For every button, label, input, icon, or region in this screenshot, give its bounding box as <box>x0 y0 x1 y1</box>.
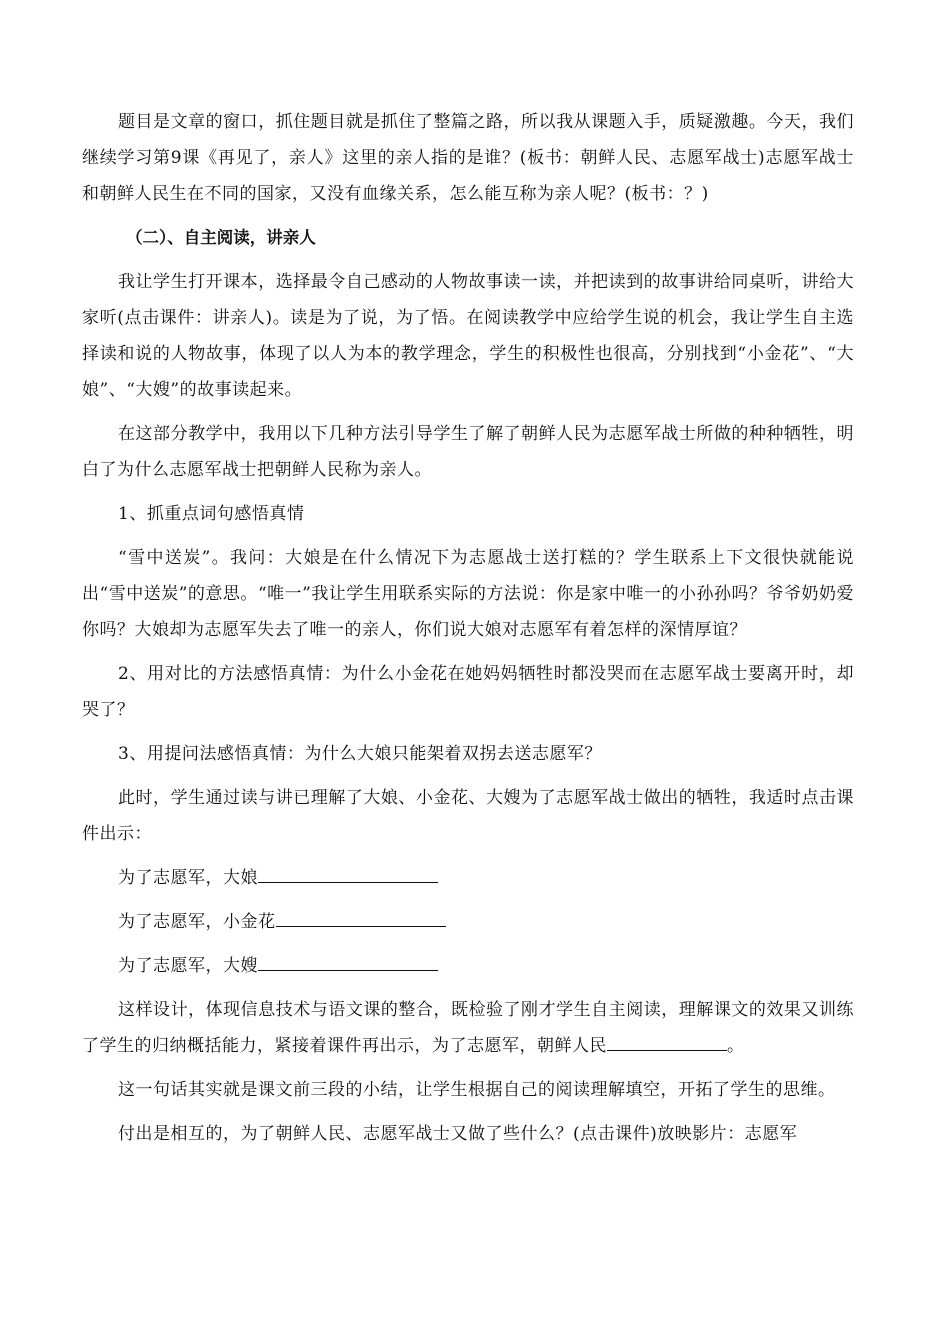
fill-in-text: 为了志愿军，大娘 <box>118 868 258 888</box>
fill-in-line-3 <box>82 948 854 984</box>
fill-in-text: 为了志愿军，大嫂 <box>118 956 258 976</box>
paragraph-design-end: 。 <box>727 1036 745 1056</box>
paragraph-design <box>82 992 854 1064</box>
fill-in-blank <box>276 906 446 927</box>
fill-in-blank <box>258 950 438 971</box>
method-1-heading: 1、抓重点词句感悟真情 <box>118 504 305 524</box>
section-heading: （二）、自主阅读，讲亲人 <box>126 228 316 247</box>
method-3: 3、用提问法感悟真情：为什么大娘只能架着双拐去送志愿军？ <box>118 744 602 764</box>
paragraph-reading: 我让学生打开课本，选择最令自己感动的人物故事读一读，并把读到的故事讲给同桌听，讲给大家听(点击课件：讲亲人)。读是为了说，为了悟。在阅读教学中应给学生说的机会，我让学生自主选择读和说的人物故事，体现了以人为本的教学理念，学生的积极性也很高，分别找到“小金花”、“大娘”、“大嫂”的故事读起来。 <box>82 272 854 400</box>
paragraph-intro: 题目是文章的窗口，抓住题目就是抓住了整篇之路，所以我从课题入手，质疑激趣。今天，我们继续学习第9课《再见了，亲人》这里的亲人指的是谁？(板书：朝鲜人民、志愿军战士)志愿军战士和朝鲜人民生在不同的国家，又没有血缘关系，怎么能互称为亲人呢？(板书：？) <box>82 112 854 204</box>
paragraph-design-text: 这样设计，体现信息技术与语文课的整合，既检验了刚才学生自主阅读，理解课文的效果又训练了学生的归纳概括能力，紧接着课件再出示，为了志愿军，朝鲜人民 <box>82 1000 854 1056</box>
method-2: 2、用对比的方法感悟真情：为什么小金花在她妈妈牺牲时都没哭而在志愿军战士要离开时，却哭了？ <box>82 664 854 720</box>
paragraph-mutual: 付出是相互的，为了朝鲜人民、志愿军战士又做了些什么？(点击课件)放映影片：志愿军 <box>118 1124 798 1144</box>
fill-in-blank <box>607 1030 727 1051</box>
paragraph-summary: 这一句话其实就是课文前三段的小结，让学生根据自己的阅读理解填空，开拓了学生的思维。 <box>118 1080 836 1100</box>
fill-in-text: 为了志愿军，小金花 <box>118 912 276 932</box>
fill-in-line-1 <box>82 860 854 896</box>
paragraph-method-1: “雪中送炭”。我问：大娘是在什么情况下为志愿战士送打糕的？学生联系上下文很快就能说出“雪中送炭”的意思。“唯一”我让学生用联系实际的方法说：你是家中唯一的小孙孙吗？爷爷奶奶爱你吗？大娘却为志愿军失去了唯一的亲人，你们说大娘对志愿军有着怎样的深情厚谊？ <box>82 548 854 640</box>
paragraph-methods: 在这部分教学中，我用以下几种方法引导学生了解了朝鲜人民为志愿军战士所做的种种牺牲，明白了为什么志愿军战士把朝鲜人民称为亲人。 <box>82 424 854 480</box>
fill-in-line-2 <box>82 904 854 940</box>
paragraph-courseware: 此时，学生通过读与讲已理解了大娘、小金花、大嫂为了志愿军战士做出的牺牲，我适时点击课件出示： <box>82 788 854 844</box>
fill-in-blank <box>258 862 438 883</box>
